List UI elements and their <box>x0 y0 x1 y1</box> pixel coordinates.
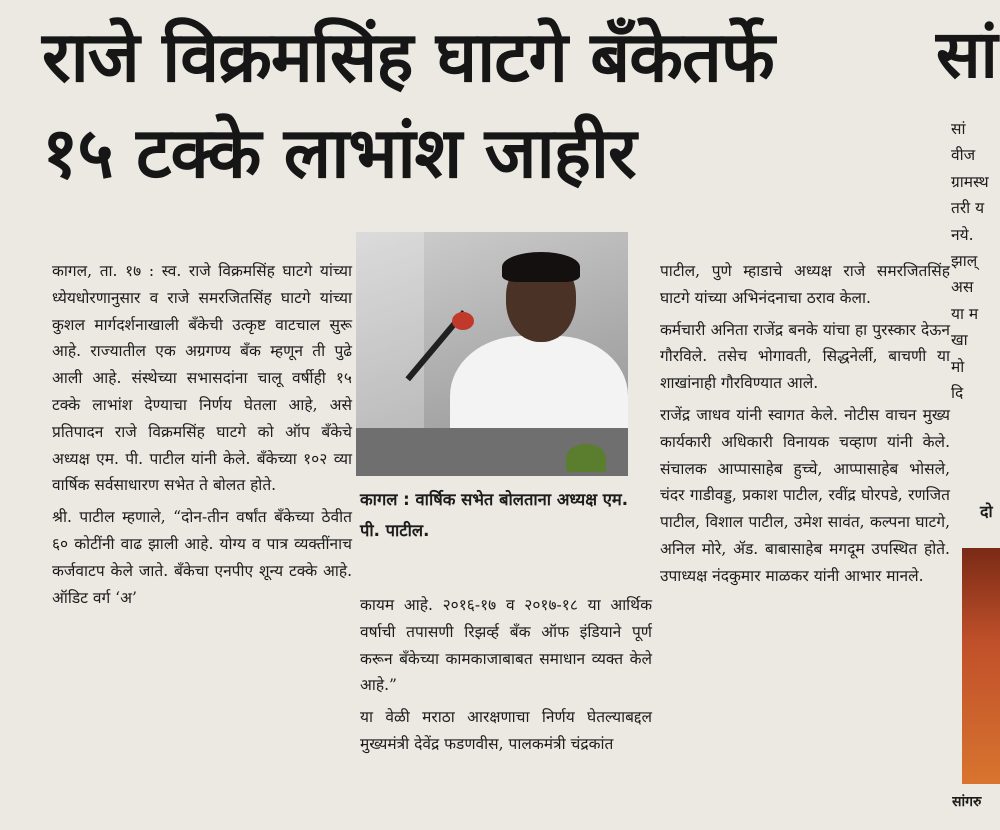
adjacent-text-fragment: वीज <box>951 146 976 165</box>
photo-caption: कागल : वार्षिक सभेत बोलताना अध्यक्ष एम. पी. पाटील. <box>360 490 629 540</box>
adjacent-text-fragment: दि <box>951 383 964 402</box>
article-column-3 <box>660 258 950 590</box>
adjacent-article-headline: सां <box>936 16 998 93</box>
microphone-icon <box>452 312 474 330</box>
adjacent-photo-caption: सांगरु <box>952 794 982 810</box>
adjacent-text-fragment: तरी य <box>951 199 985 218</box>
adjacent-photo <box>962 548 1000 784</box>
adjacent-text-fragment: झाल् <box>951 251 978 270</box>
article-column-1 <box>52 258 352 611</box>
adjacent-subhead: दो <box>980 502 993 521</box>
headline-line-2: १५ टक्के लाभांश जाहीर <box>42 112 636 194</box>
article-paragraph: पाटील, पुणे म्हाडाचे अध्यक्ष राजे समरजितसिंह घाटगे यांच्या अभिनंदनाचा ठराव केला. <box>660 262 950 307</box>
adjacent-text-fragment: सां <box>951 120 966 138</box>
article-paragraph: या वेळी मराठा आरक्षणाचा निर्णय घेतल्याबद्दल मुख्यमंत्री देवेंद्र फडणवीस, पालकमंत्री चंद्रकांत <box>360 708 652 753</box>
adjacent-text-fragment: मो <box>951 357 965 376</box>
article-column-2 <box>360 592 652 758</box>
adjacent-text-fragment: ग्रामस्थ <box>951 172 989 191</box>
article-paragraph: कागल, ता. १७ : स्व. राजे विक्रमसिंह घाटगे यांच्या ध्येयधोरणानुसार व राजे समरजितसिंह घाटगे यांच्या कुशल मार्गदर्शनाखाली बँकेची उत्कृष्ट वाटचाल सुरू आहे. राज्यातील एक अग्रगण्य बँक म्हणून ती पुढे आली आहे. संस्थेच्या सभासदांना चालू वर्षीही १५ टक्के लाभांश देण्याचा निर्णय घेतला आहे, असे प्रतिपादन राजे विक्रमसिंह घाटगे को ऑप बँकेचे अध्यक्ष एम. पी. पाटील यांनी केले. बँकेच्या १०२ व्या वार्षिक सर्वसाधारण सभेत ते बोलत होते. <box>52 262 352 495</box>
article-paragraph: कर्मचारी अनिता राजेंद्र बनके यांचा हा पुरस्कार देऊन गौरविले. तसेच भोगावती, सिद्धनेर्ली, बाचणी या शाखांनाही गौरविण्यात आले. <box>660 320 950 393</box>
article-paragraph: कायम आहे. २०१६-१७ व २०१७-१८ या आर्थिक वर्षाची तपासणी रिझर्व्ह बँक ऑफ इंडियाने पूर्ण करून बँकेच्या कामकाजाबाबत समाधान व्यक्त केले आहे.” <box>360 596 652 695</box>
speaker-photo <box>356 232 628 476</box>
adjacent-article-column <box>951 116 1000 406</box>
adjacent-text-fragment: खा <box>951 331 968 350</box>
adjacent-text-fragment: नये. <box>951 225 974 244</box>
adjacent-text-fragment: अस <box>951 278 974 297</box>
article-paragraph: श्री. पाटील म्हणाले, “दोन-तीन वर्षांत बँकेच्या ठेवीत ६० कोटींनी वाढ झाली आहे. योग्य व पात्र व्यक्तींनाच कर्जवाटप केले जाते. बँकेचा एनपीए शून्य टक्के आहे. ऑडिट वर्ग ‘अ’ <box>52 508 352 607</box>
headline-line-1: राजे विक्रमसिंह घाटगे बँकेतर्फे <box>42 16 774 98</box>
article-paragraph: राजेंद्र जाधव यांनी स्वागत केले. नोटीस वाचन मुख्य कार्यकारी अधिकारी विनायक चव्हाण यांनी केले. संचालक आप्पासाहेब हुच्चे, आप्पासाहेब भोसले, चंदर गाडीवड्ड, प्रकाश पाटील, रवींद्र घोरपडे, रणजित पाटील, विशाल पाटील, उमेश सावंत, कल्पना घाटगे, अनिल मोरे, ॲड. बाबासाहेब मगदूम उपस्थित होते. उपाध्यक्ष नंदकुमार माळकर यांनी आभार मानले. <box>660 405 950 585</box>
adjacent-text-fragment: या म <box>951 304 979 323</box>
